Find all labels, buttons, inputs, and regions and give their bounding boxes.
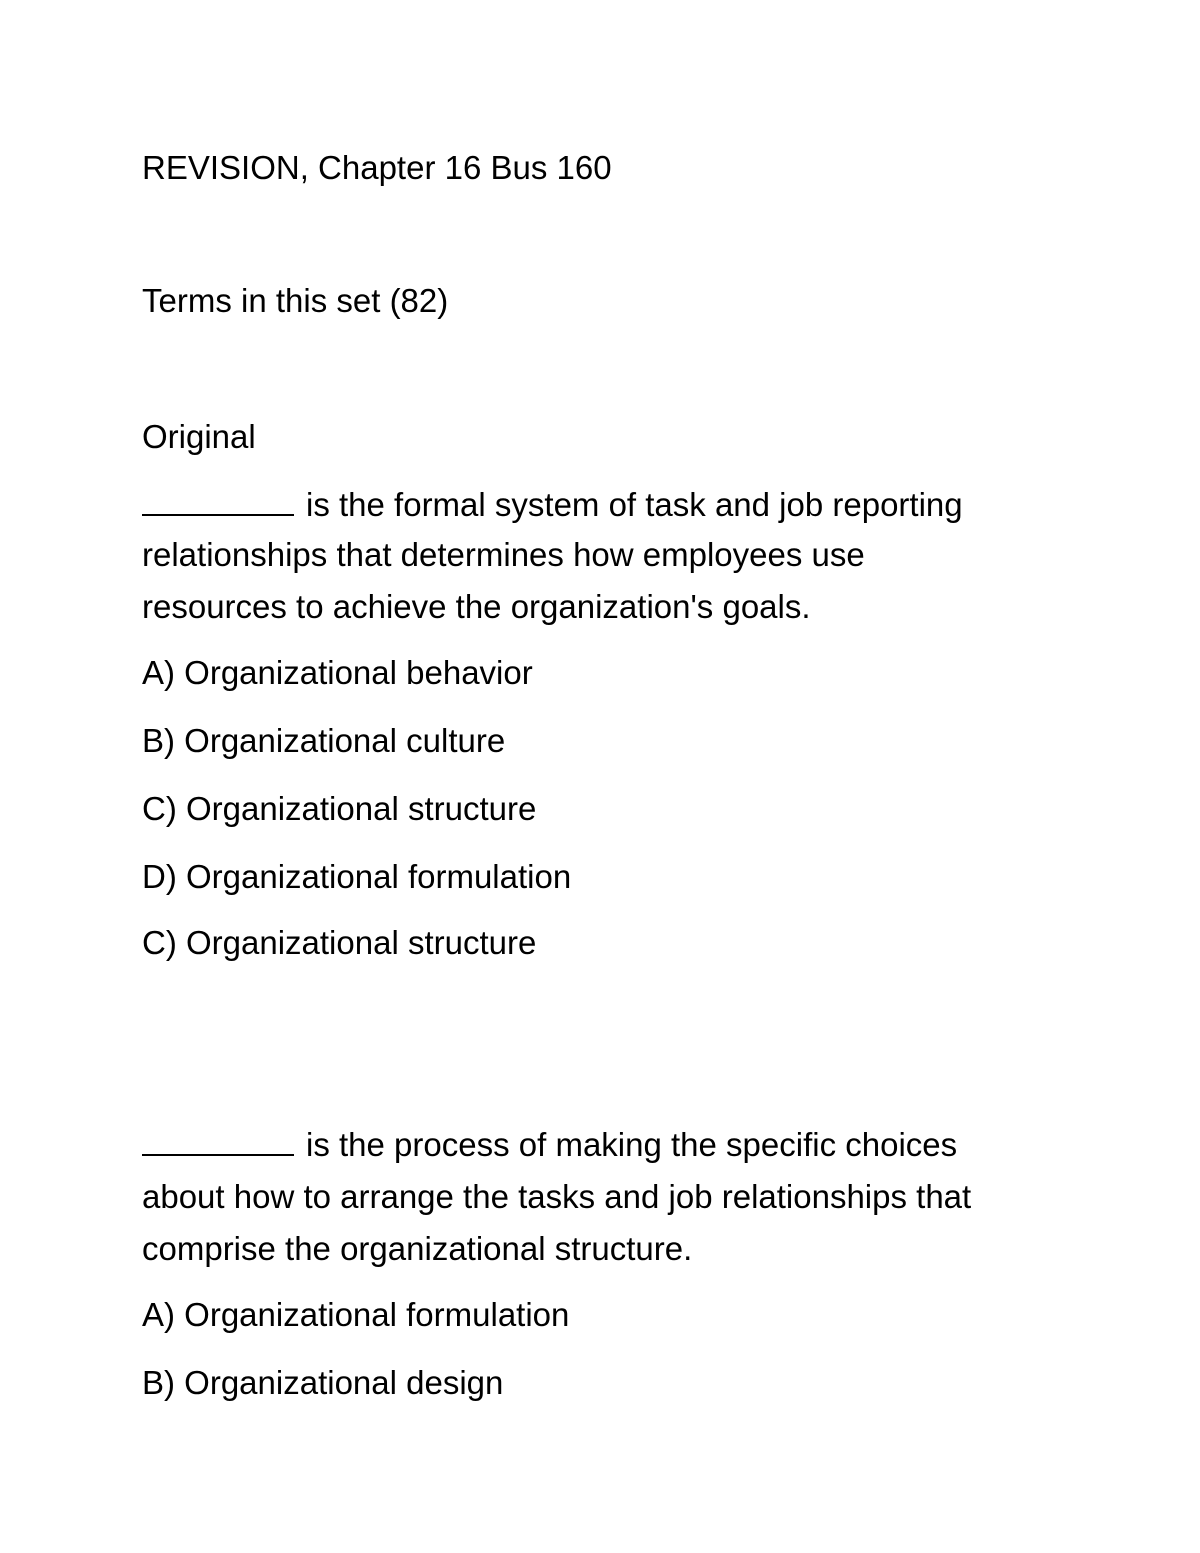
question-1-option-d: D) Organizational formulation: [142, 858, 572, 895]
question-2-option-b: B) Organizational design: [142, 1364, 504, 1401]
terms-count: Terms in this set (82): [142, 282, 449, 319]
question-1-option-b: B) Organizational culture: [142, 722, 506, 759]
section-label: Original: [142, 418, 256, 455]
question-1-line-1: [142, 480, 963, 530]
question-1-answer: C) Organizational structure: [142, 924, 537, 961]
question-2-option-a: A) Organizational formulation: [142, 1296, 570, 1333]
question-2-line-1: [142, 1120, 957, 1170]
question-1-blank: [142, 484, 294, 516]
question-1-option-a: A) Organizational behavior: [142, 654, 533, 691]
question-2-text-line-2: about how to arrange the tasks and job relationships that: [142, 1178, 972, 1215]
question-2-blank: [142, 1124, 294, 1156]
question-1-text-line-3: resources to achieve the organization's goals.: [142, 588, 811, 625]
question-1-option-c: C) Organizational structure: [142, 790, 537, 827]
question-2-text-line-1: is the process of making the specific choices: [306, 1126, 958, 1163]
question-1-text-line-2: relationships that determines how employees use: [142, 536, 865, 573]
document-title: REVISION, Chapter 16 Bus 160: [142, 149, 612, 186]
question-2-text-line-3: comprise the organizational structure.: [142, 1230, 693, 1267]
question-1-text-line-1: is the formal system of task and job reporting: [306, 486, 963, 523]
